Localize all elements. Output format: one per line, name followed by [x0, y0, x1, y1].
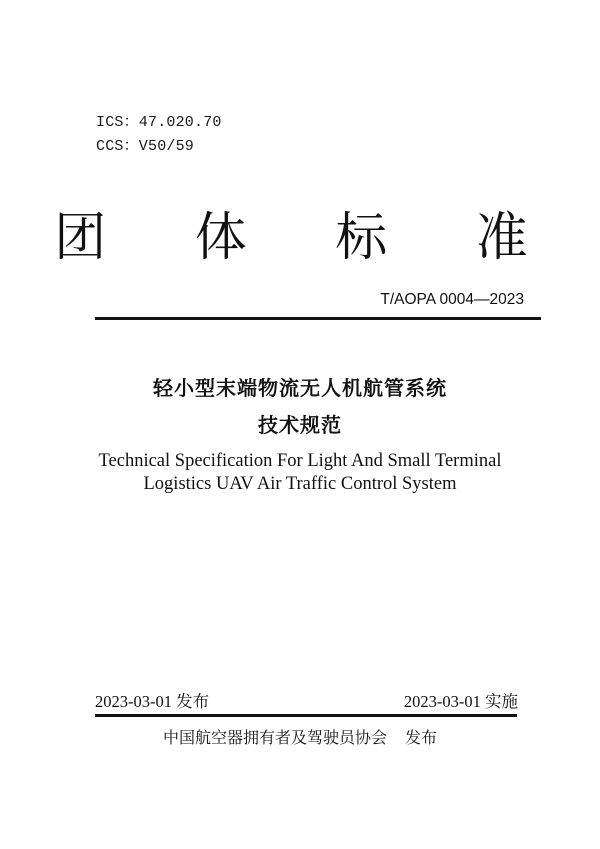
- bottom-divider: [95, 714, 517, 717]
- implementation-date: 2023-03-01 实施: [403, 692, 518, 711]
- publisher-action: 发布: [405, 728, 438, 747]
- english-title-line-1: Technical Specification For Light And Small Terminal: [98, 451, 502, 471]
- chinese-title-line-2: 技术规范: [258, 413, 342, 437]
- ics-code: ICS：47.020.70: [96, 114, 222, 131]
- english-title-line-2: Logistics UAV Air Traffic Control System: [143, 474, 457, 494]
- document-type-title: 团 体 标 准: [54, 208, 564, 268]
- publisher-name: 中国航空器拥有者及驾驶员协会: [162, 728, 387, 747]
- publisher-line: [0, 725, 600, 748]
- chinese-title-line-1: 轻小型末端物流无人机航管系统: [153, 376, 447, 400]
- standard-number: T/AOPA 0004—2023: [380, 291, 524, 308]
- ccs-code: CCS：V50/59: [96, 138, 195, 155]
- top-divider: [95, 317, 541, 320]
- issue-date: 2023-03-01 发布: [95, 692, 210, 711]
